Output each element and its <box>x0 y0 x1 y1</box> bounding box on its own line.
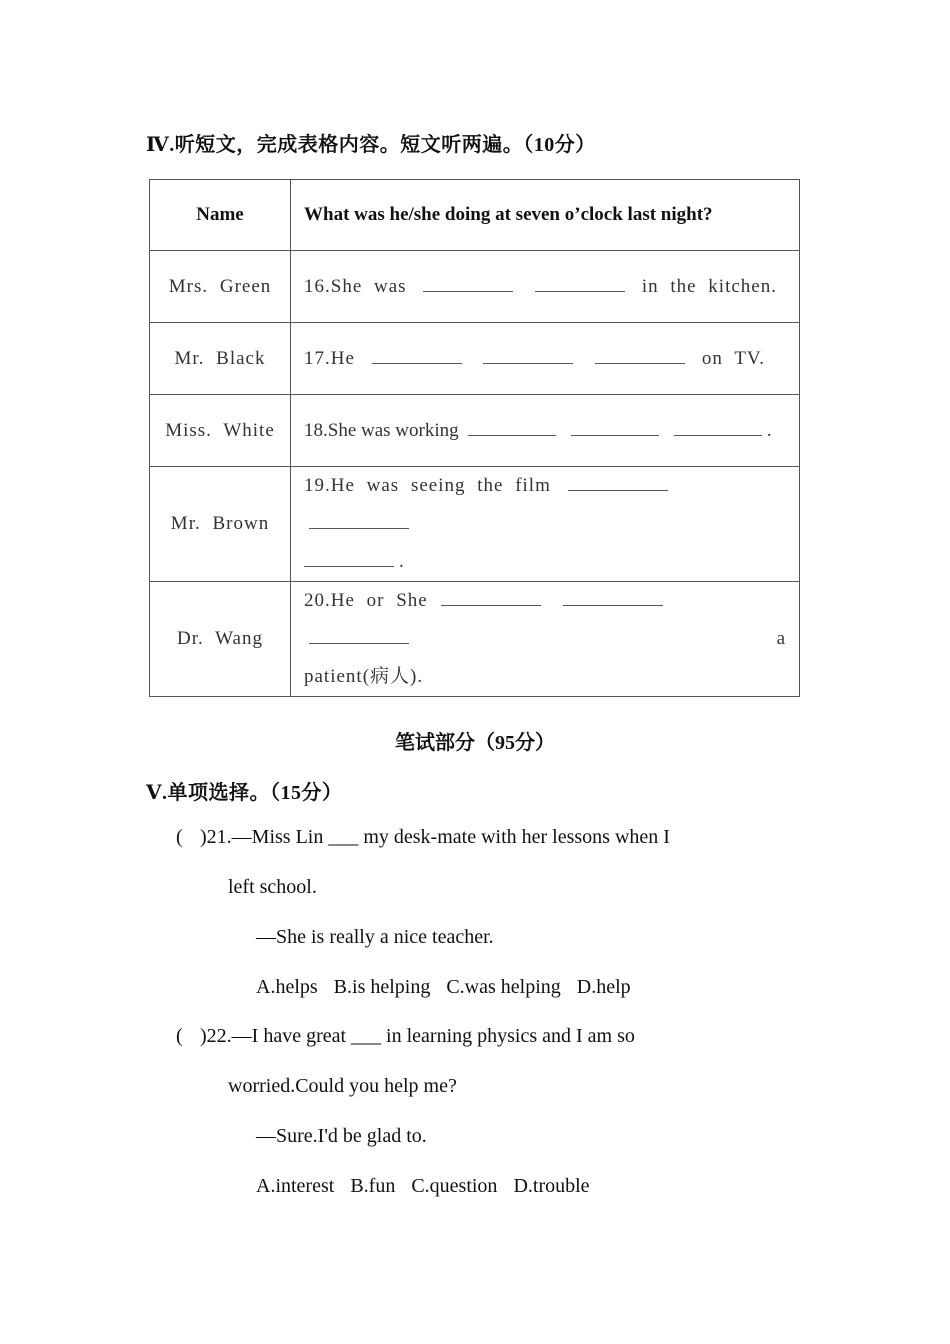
answer-blank[interactable] <box>568 472 668 491</box>
row-suffix: . <box>766 419 772 441</box>
answer-blank[interactable] <box>304 548 394 567</box>
row-suffix: a <box>776 628 786 649</box>
header-name: Name <box>150 180 291 251</box>
row-prefix: 17.He <box>304 347 355 369</box>
row-content <box>291 251 800 323</box>
answer-blank[interactable] <box>563 587 663 606</box>
header-question: What was he/she doing at seven o’clock last night? <box>291 180 800 251</box>
answer-blank[interactable] <box>309 510 409 529</box>
option-b[interactable]: B.fun <box>350 1175 396 1197</box>
table-row <box>150 467 800 582</box>
answer-blank[interactable] <box>423 273 513 292</box>
row-name: Miss. White <box>150 395 291 467</box>
listening-table <box>149 179 800 697</box>
answer-blank[interactable] <box>468 417 556 436</box>
section-5-title: Ⅴ.单项选择。（15分） <box>146 782 343 804</box>
question-22-stem: )22.—I have great ___ in learning physics and I am so <box>200 1025 635 1047</box>
row-content <box>291 395 800 467</box>
row-content <box>291 323 800 395</box>
question-22-reply: —Sure.I'd be glad to. <box>256 1125 427 1147</box>
row-suffix: . <box>399 551 405 572</box>
answer-blank[interactable] <box>674 417 762 436</box>
table-row <box>150 395 800 467</box>
table-row <box>150 251 800 323</box>
answer-blank[interactable] <box>309 625 409 644</box>
row-name: Dr. Wang <box>150 582 291 697</box>
question-22-line2: worried.Could you help me? <box>228 1075 457 1097</box>
table-row <box>150 323 800 395</box>
option-a[interactable]: A.helps <box>256 976 318 998</box>
option-d[interactable]: D.trouble <box>513 1175 590 1197</box>
table-row <box>150 582 800 697</box>
table-header-row <box>150 180 800 251</box>
question-21-options <box>256 976 647 999</box>
row-name: Mrs. Green <box>150 251 291 323</box>
option-c[interactable]: C.was helping <box>446 976 561 998</box>
row-suffix: on TV. <box>701 347 765 369</box>
section-4-title: Ⅳ.听短文，完成表格内容。短文听两遍。（10分） <box>146 134 596 156</box>
answer-paren[interactable]: ( <box>176 1025 183 1047</box>
option-c[interactable]: C.question <box>411 1175 498 1197</box>
row-name: Mr. Brown <box>150 467 291 582</box>
answer-blank[interactable] <box>571 417 659 436</box>
written-part-title: 笔试部分（95分） <box>395 732 555 754</box>
option-b[interactable]: B.is helping <box>333 976 431 998</box>
row-prefix: 19.He was seeing the film <box>304 475 551 496</box>
answer-blank[interactable] <box>535 273 625 292</box>
row-prefix: 16.She was <box>304 275 407 297</box>
answer-blank[interactable] <box>595 345 685 364</box>
question-22-line1 <box>176 1025 635 1048</box>
answer-paren[interactable]: ( <box>176 826 183 848</box>
answer-blank[interactable] <box>372 345 462 364</box>
question-21-reply: —She is really a nice teacher. <box>256 926 494 948</box>
row-content <box>291 582 800 697</box>
row-suffix: in the kitchen. <box>641 275 777 297</box>
question-22-options <box>256 1175 606 1198</box>
option-d[interactable]: D.help <box>576 976 631 998</box>
question-21-stem: )21.—Miss Lin ___ my desk-mate with her lessons when I <box>200 826 670 848</box>
row-prefix: 20.He or She <box>304 590 428 611</box>
question-21-line1 <box>176 826 670 849</box>
option-a[interactable]: A.interest <box>256 1175 335 1197</box>
row-name: Mr. Black <box>150 323 291 395</box>
answer-blank[interactable] <box>483 345 573 364</box>
row-prefix: 18.She was working <box>304 419 459 441</box>
row-content <box>291 467 800 582</box>
row-suffix-line2: patient(病人). <box>304 666 424 687</box>
question-21-line2: left school. <box>228 876 317 898</box>
answer-blank[interactable] <box>441 587 541 606</box>
